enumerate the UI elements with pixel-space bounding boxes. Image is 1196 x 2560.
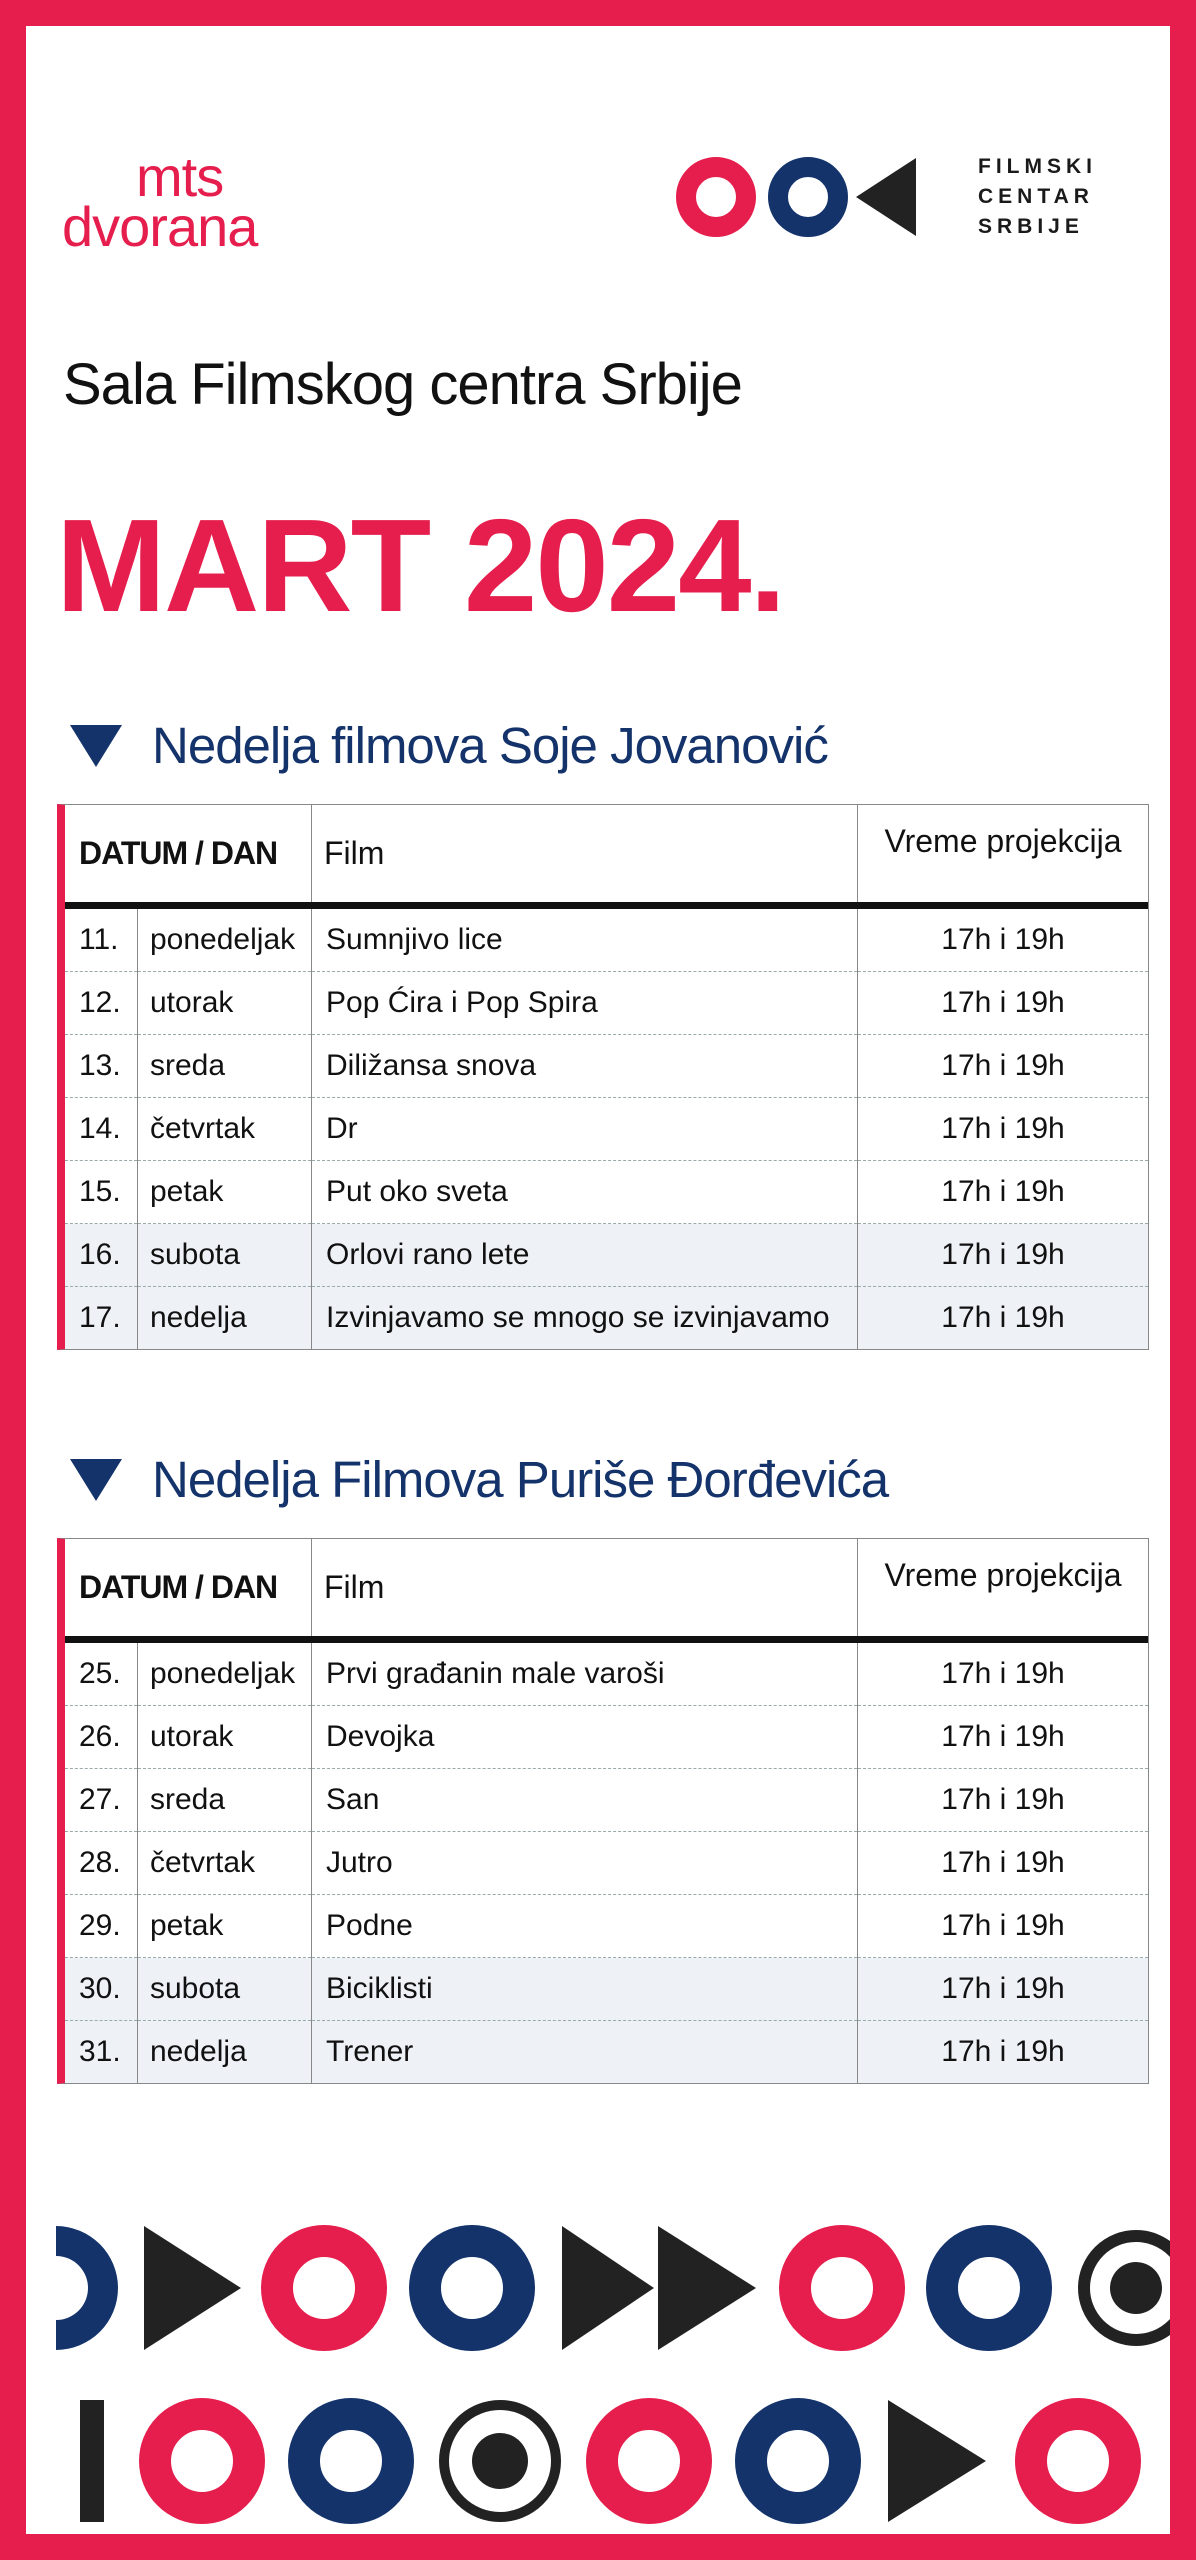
row-film: Pop Ćira i Pop Spira bbox=[312, 972, 858, 1035]
section-title: Nedelja Filmova Puriše Đorđevića bbox=[152, 1451, 889, 1508]
row-day: četvrtak bbox=[138, 1832, 312, 1895]
row-film: Orlovi rano lete bbox=[312, 1224, 858, 1287]
header-film: Film bbox=[312, 1539, 858, 1640]
section-title: Nedelja filmova Soje Jovanović bbox=[152, 717, 828, 774]
table-row bbox=[65, 1161, 1148, 1224]
ring-icon bbox=[795, 2241, 889, 2335]
filmski-centar-srbije-logo bbox=[978, 152, 1097, 242]
fcs-line-1: FILMSKI bbox=[978, 155, 1097, 178]
play-triangle-icon bbox=[658, 2226, 756, 2350]
row-day: sreda bbox=[138, 1769, 312, 1832]
header-vreme: Vreme projekcija bbox=[858, 805, 1149, 906]
row-date: 25. bbox=[65, 1640, 138, 1706]
row-film: Sumnjivo lice bbox=[312, 906, 858, 972]
row-film: Devojka bbox=[312, 1706, 858, 1769]
row-date: 14. bbox=[65, 1098, 138, 1161]
table-row bbox=[65, 2021, 1148, 2084]
header-datum: DATUM / DAN bbox=[65, 1539, 312, 1640]
ring-icon bbox=[277, 2241, 371, 2335]
row-day: subota bbox=[138, 1224, 312, 1287]
row-date: 15. bbox=[65, 1161, 138, 1224]
row-time: 17h i 19h bbox=[858, 1287, 1149, 1350]
filmski-centar-marks-icon bbox=[676, 152, 946, 242]
ring-icon bbox=[1031, 2414, 1125, 2508]
row-time: 17h i 19h bbox=[858, 1706, 1149, 1769]
row-day: nedelja bbox=[138, 2021, 312, 2084]
row-time: 17h i 19h bbox=[858, 1832, 1149, 1895]
target-center-icon bbox=[1110, 2262, 1162, 2314]
row-day: ponedeljak bbox=[138, 1640, 312, 1706]
triangle-down-icon bbox=[66, 721, 126, 771]
row-day: četvrtak bbox=[138, 1098, 312, 1161]
row-time: 17h i 19h bbox=[858, 1161, 1149, 1224]
row-film: Izvinjavamo se mnogo se izvinjavamo bbox=[312, 1287, 858, 1350]
row-film: Biciklisti bbox=[312, 1958, 858, 2021]
fcs-line-2: CENTAR bbox=[978, 185, 1094, 208]
schedule-table-2 bbox=[57, 1538, 1149, 2084]
header-film: Film bbox=[312, 805, 858, 906]
row-date: 30. bbox=[65, 1958, 138, 2021]
row-film: Podne bbox=[312, 1895, 858, 1958]
row-day: sreda bbox=[138, 1035, 312, 1098]
table-row bbox=[65, 1832, 1148, 1895]
row-date: 16. bbox=[65, 1224, 138, 1287]
fcs-line-3: SRBIJE bbox=[978, 215, 1084, 238]
table-row bbox=[65, 1706, 1148, 1769]
table-row bbox=[65, 1958, 1148, 2021]
schedule-table-1 bbox=[57, 804, 1149, 1350]
ring-icon bbox=[425, 2241, 519, 2335]
header-datum: DATUM / DAN bbox=[65, 805, 312, 906]
row-date: 12. bbox=[65, 972, 138, 1035]
row-date: 11. bbox=[65, 906, 138, 972]
table-row bbox=[65, 1895, 1148, 1958]
row-time: 17h i 19h bbox=[858, 1035, 1149, 1098]
triangle-down-icon bbox=[66, 1455, 126, 1505]
table-row bbox=[65, 906, 1148, 972]
row-time: 17h i 19h bbox=[858, 1098, 1149, 1161]
table-row bbox=[65, 1287, 1148, 1350]
play-triangle-icon bbox=[562, 2226, 654, 2350]
row-film: Dr bbox=[312, 1098, 858, 1161]
row-time: 17h i 19h bbox=[858, 2021, 1149, 2084]
mts-dvorana-logo bbox=[62, 145, 258, 258]
ring-icon bbox=[304, 2414, 398, 2508]
section-heading-1 bbox=[66, 716, 828, 775]
table-row bbox=[65, 1640, 1148, 1706]
target-center-icon bbox=[472, 2433, 528, 2489]
row-time: 17h i 19h bbox=[858, 1224, 1149, 1287]
month-title: MART 2024. bbox=[56, 492, 785, 639]
logo-line-dvorana: dvorana bbox=[62, 195, 258, 258]
row-film: Trener bbox=[312, 2021, 858, 2084]
row-film: Prvi građanin male varoši bbox=[312, 1640, 858, 1706]
ring-icon bbox=[751, 2414, 845, 2508]
table-row bbox=[65, 972, 1148, 1035]
table-row bbox=[65, 1224, 1148, 1287]
ring-icon bbox=[155, 2414, 249, 2508]
bar-icon bbox=[80, 2400, 104, 2522]
ring-icon bbox=[942, 2241, 1036, 2335]
row-film: San bbox=[312, 1769, 858, 1832]
row-day: petak bbox=[138, 1895, 312, 1958]
play-triangle-icon bbox=[888, 2400, 986, 2522]
row-day: subota bbox=[138, 1958, 312, 2021]
row-date: 13. bbox=[65, 1035, 138, 1098]
row-day: utorak bbox=[138, 1706, 312, 1769]
row-time: 17h i 19h bbox=[858, 906, 1149, 972]
row-time: 17h i 19h bbox=[858, 1769, 1149, 1832]
row-date: 27. bbox=[65, 1769, 138, 1832]
logo-line-mts: mts bbox=[136, 145, 224, 208]
row-time: 17h i 19h bbox=[858, 1895, 1149, 1958]
header-vreme: Vreme projekcija bbox=[858, 1539, 1149, 1640]
row-day: utorak bbox=[138, 972, 312, 1035]
ring-icon bbox=[602, 2414, 696, 2508]
pattern-row-2 bbox=[80, 2400, 1125, 2522]
poster-page bbox=[26, 26, 1170, 2534]
row-film: Diližansa snova bbox=[312, 1035, 858, 1098]
half-ring-icon bbox=[56, 2226, 118, 2350]
venue-subtitle: Sala Filmskog centra Srbije bbox=[63, 352, 742, 417]
row-time: 17h i 19h bbox=[858, 972, 1149, 1035]
row-time: 17h i 19h bbox=[858, 1640, 1149, 1706]
row-date: 26. bbox=[65, 1706, 138, 1769]
row-film: Jutro bbox=[312, 1832, 858, 1895]
play-triangle-icon bbox=[144, 2226, 241, 2350]
table-row bbox=[65, 1098, 1148, 1161]
row-date: 17. bbox=[65, 1287, 138, 1350]
section-heading-2 bbox=[66, 1450, 888, 1509]
row-film: Put oko sveta bbox=[312, 1161, 858, 1224]
row-day: petak bbox=[138, 1161, 312, 1224]
table-row bbox=[65, 1035, 1148, 1098]
row-day: nedelja bbox=[138, 1287, 312, 1350]
row-date: 29. bbox=[65, 1895, 138, 1958]
row-time: 17h i 19h bbox=[858, 1958, 1149, 2021]
decorative-pattern bbox=[26, 2206, 1170, 2534]
row-date: 28. bbox=[65, 1832, 138, 1895]
row-day: ponedeljak bbox=[138, 906, 312, 972]
table-row bbox=[65, 1769, 1148, 1832]
pattern-row-1 bbox=[56, 2226, 1170, 2350]
row-date: 31. bbox=[65, 2021, 138, 2084]
